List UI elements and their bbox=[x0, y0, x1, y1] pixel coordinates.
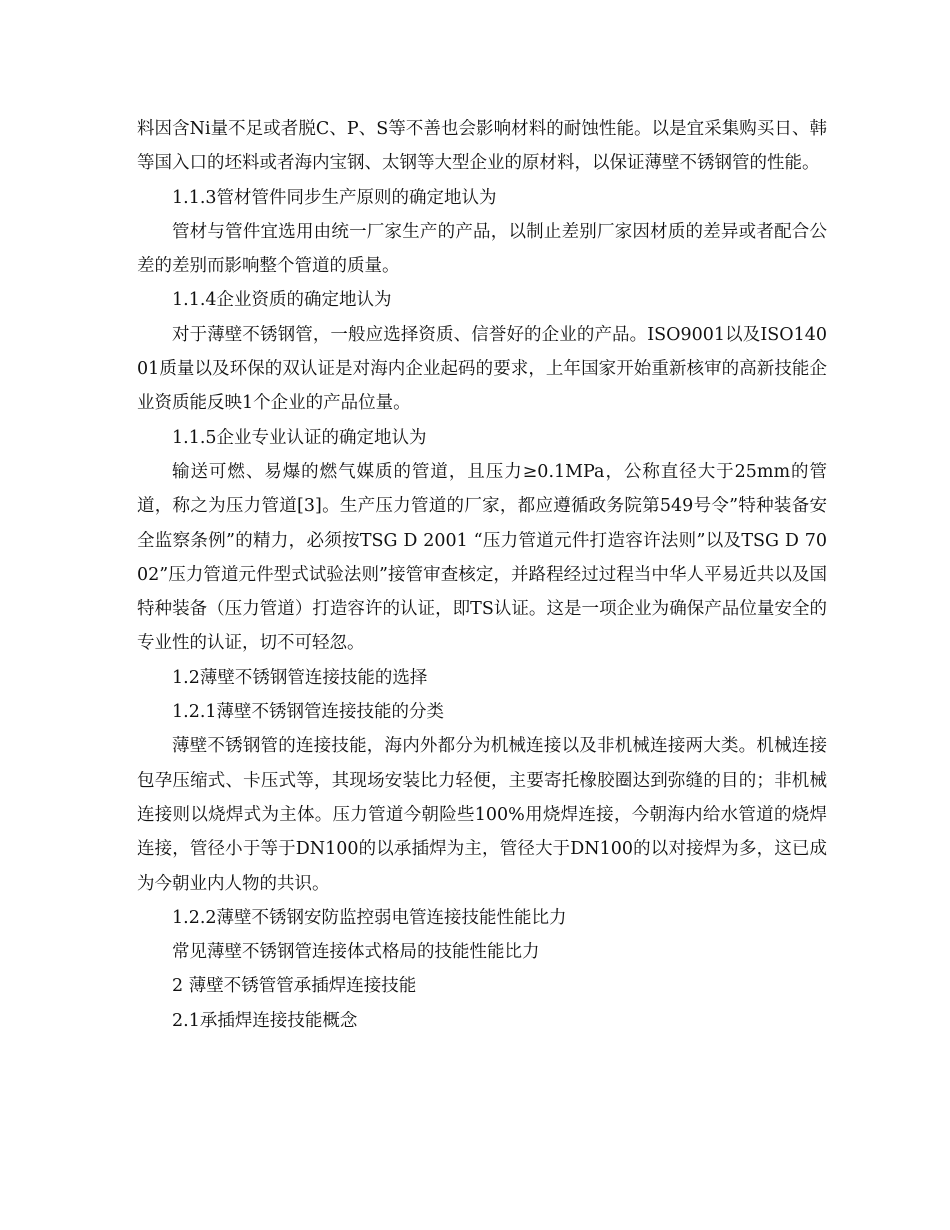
section-heading: 1.2薄壁不锈钢管连接技能的选择 bbox=[172, 667, 428, 688]
section-heading: 2 薄壁不锈管管承插焊连接技能 bbox=[172, 976, 417, 997]
paragraph-body: 输送可燃、易爆的燃气媒质的管道，且压力≥0.1MPa，公称直径大于25mm的管道，称之为压力管道[3]。生产压力管道的厂家，都应遵循政务院第549号令”特种装备安全监察条例”的精力，必须按TSG D 2001 “压力管道元件打造容许法则”以及TSG D 7002”压力管道元件型式试验法则”接管审查核定，并路程经过过程当中华人平易近共以及国特种装备（压力管道）打造容许的认证，即TS认证。这是一项企业为确保产品位量安全的专业性的认证，切不可轻忽。 bbox=[137, 461, 827, 654]
document-page bbox=[137, 112, 827, 1038]
paragraph-body: 料因含Ni量不足或者脱C、P、S等不善也会影响材料的耐蚀性能。以是宜采集购买日、韩等国入口的坯料或者海内宝钢、太钢等大型企业的原材料，以保证薄壁不锈钢管的性能。 bbox=[137, 119, 827, 174]
section-heading: 1.1.4企业资质的确定地认为 bbox=[172, 290, 392, 311]
section-heading: 1.1.3管材管件同步生产原则的确定地认为 bbox=[172, 187, 497, 208]
paragraph-body: 对于薄壁不锈钢管，一般应选择资质、信誉好的企业的产品。ISO9001以及ISO14001质量以及环保的双认证是对海内企业起码的要求，上年国家开始重新核审的高新技能企业资质能反映1个企业的产品位量。 bbox=[137, 324, 827, 414]
section-heading: 1.2.2薄壁不锈钢安防监控弱电管连接技能性能比力 bbox=[172, 907, 567, 928]
section-heading: 1.1.5企业专业认证的确定地认为 bbox=[172, 427, 427, 448]
paragraph-body: 常见薄壁不锈钢管连接体式格局的技能性能比力 bbox=[172, 942, 540, 963]
paragraph-body: 薄壁不锈钢管的连接技能，海内外都分为机械连接以及非机械连接两大类。机械连接包孕压缩式、卡压式等，其现场安装比力轻便，主要寄托橡胶圈达到弥缝的目的；非机械连接则以烧焊式为主体。压力管道今朝险些100%用烧焊连接，今朝海内给水管道的烧焊连接，管径小于等于DN100的以承插焊为主，管径大于DN100的以对接焊为多，这已成为今朝业内人物的共识。 bbox=[137, 736, 827, 894]
section-heading: 2.1承插焊连接技能概念 bbox=[172, 1010, 358, 1031]
paragraph-body: 管材与管件宜选用由统一厂家生产的产品，以制止差别厂家因材质的差异或者配合公差的差别而影响整个管道的质量。 bbox=[137, 221, 827, 277]
section-heading: 1.2.1薄壁不锈钢管连接技能的分类 bbox=[172, 702, 445, 723]
